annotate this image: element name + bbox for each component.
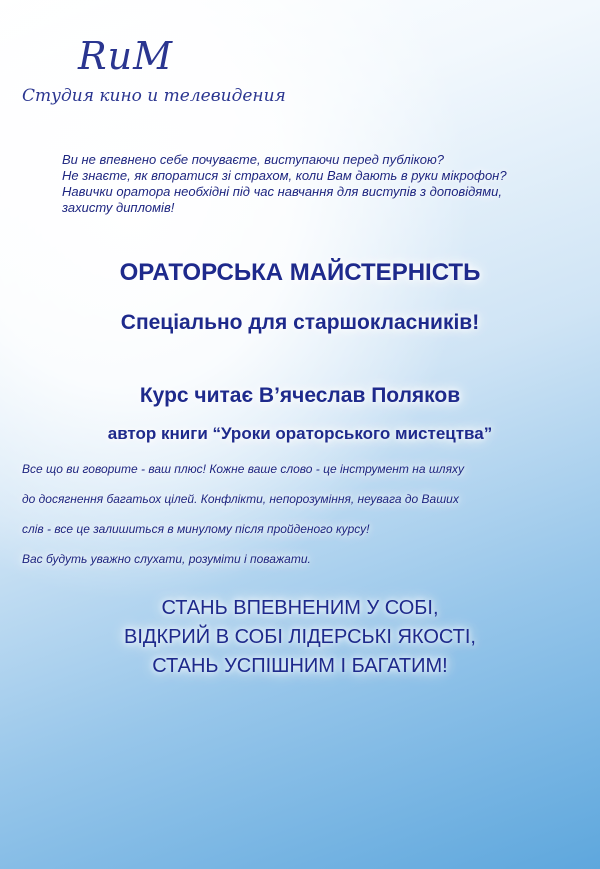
studio-logo [20,34,286,124]
intro-line: захисту дипломів! [62,200,175,215]
subheadline: Спеціально для старшокласників! [120,311,480,334]
course-description [22,461,582,581]
book-line: автор книги “Уроки ораторського мистецтва” [107,424,493,443]
description-line: Вас будуть уважно слухати, розуміти і поважати. [22,552,311,566]
description-line: Все що ви говорите - ваш плюс! Кожне ваше слово - це інструмент на шляху [22,462,464,476]
slogans [0,594,600,681]
lecturer-line: Курс читає В’ячеслав Поляков [139,384,461,407]
logo-tagline: Студия кино и телевидения [22,86,286,106]
logo-mark: RuM [78,34,173,78]
headline: ОРАТОРСЬКА МАЙСТЕРНІСТЬ [119,259,481,286]
description-line: до досягнення багатьох цілей. Конфлікти, непорозуміння, неувага до Ваших [22,492,459,506]
slogan-line: СТАНЬ УСПІШНИМ І БАГАТИМ! [152,655,448,677]
description-line: слів - все це залишиться в минулому після пройденого курсу! [22,522,370,536]
slogan-line: СТАНЬ ВПЕВНЕНИМ У СОБІ, [161,597,439,619]
intro-line: Ви не впевнено себе почуваєте, виступаючи перед публікою? [62,152,444,167]
intro-line: Навички оратора необхідні під час навчання для виступів з доповідями, [62,184,502,199]
intro-line: Не знаєте, як впоратися зі страхом, коли Вам дають в руки мікрофон? [62,168,507,183]
intro-questions [62,152,562,216]
slogan-line: ВІДКРИЙ В СОБІ ЛІДЕРСЬКІ ЯКОСТІ, [124,626,476,648]
